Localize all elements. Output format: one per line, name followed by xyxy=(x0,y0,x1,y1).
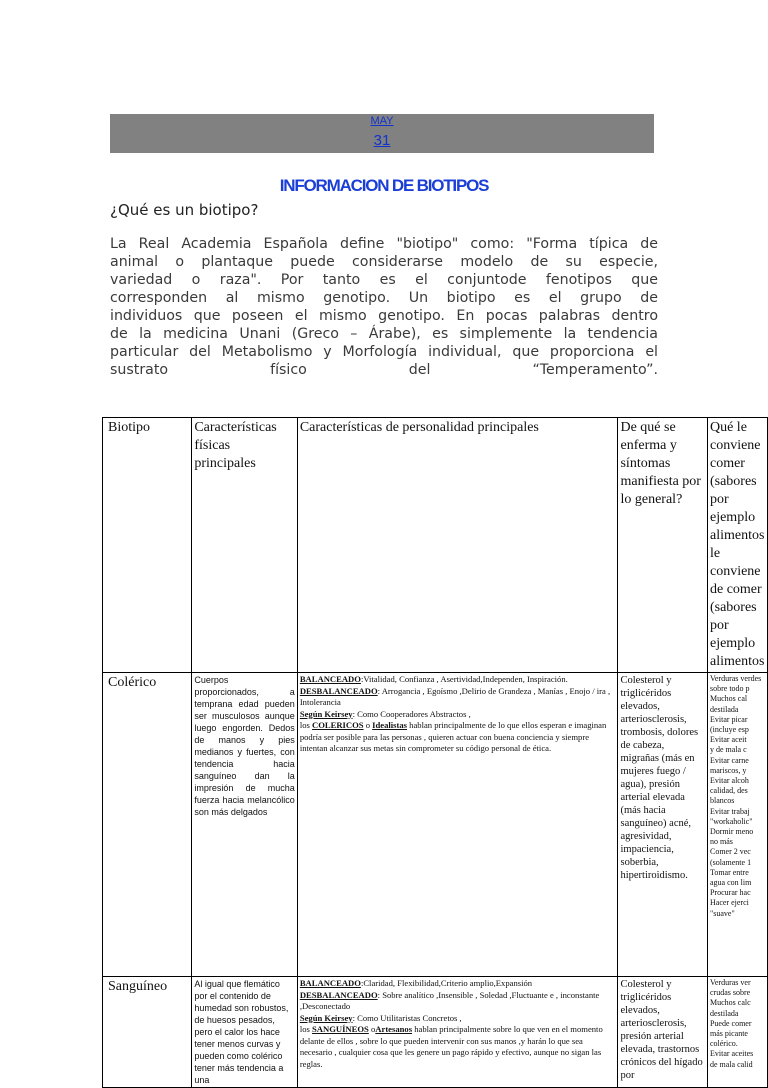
temperament-prefix: los xyxy=(299,720,312,730)
subheading: ¿Qué es un biotipo? xyxy=(110,201,259,219)
temperament-label: COLERICOS xyxy=(312,720,364,730)
temperament-text: hablan principalmente de lo que ellos esperan e imaginan podría ser posible para las personas , quieren actuar con buena conciencia y siempre intentan alcanzar sus metas sin comprometer su código personal de ética. xyxy=(299,720,607,753)
balanceado-label: BALANCEADO xyxy=(299,978,361,988)
cell-personalidad xyxy=(297,673,618,977)
header-biotipo: Biotipo xyxy=(103,418,192,673)
comer-line: y de mala c xyxy=(709,745,747,755)
comer-line: Evitar aceit xyxy=(709,735,747,745)
cell-comer xyxy=(707,673,767,977)
comer-line: agua con lim xyxy=(709,878,752,888)
cell-comer xyxy=(707,977,767,1088)
comer-line: (solamente 1 xyxy=(709,857,752,867)
comer-line: Hacer ejerci xyxy=(709,898,749,908)
balanceado-text: :Vitalidad, Confianza , Asertividad,Independen, Inspiración. xyxy=(360,674,568,684)
comer-line: blancos xyxy=(709,796,735,806)
intro-line: individuos que poseen el mismo genotipo. En pocas palabras dentro xyxy=(110,308,658,324)
comer-line: destilada xyxy=(709,704,739,714)
intro-line: La Real Academia Española define "biotipo" como: "Forma típica de xyxy=(110,236,658,252)
comer-line: calidad, des xyxy=(709,786,748,796)
comer-line: Muchos calc xyxy=(709,998,751,1008)
comer-line: no más xyxy=(709,837,733,847)
date-month-link[interactable]: MAY xyxy=(370,115,394,127)
comer-line: Evitar trabaj xyxy=(709,806,750,816)
intro-line: corresponden al mismo genotipo. Un biotipo es el grupo de xyxy=(110,290,658,306)
post-date-header xyxy=(110,114,654,153)
desbalanceado-text: : Sobre analítico ,Insensible , Soledad ,Fluctuante e , inconstante ,Desconectado xyxy=(299,989,600,1011)
comer-line: Verduras ver xyxy=(709,978,751,987)
cell-biotipo-name: Colérico xyxy=(103,673,192,977)
desbalanceado-label: DESBALANCEADO xyxy=(299,685,378,696)
table-header-row xyxy=(103,418,768,673)
comer-line: más picante xyxy=(709,1029,748,1039)
keirsey-label: Según Keirsey xyxy=(299,708,353,719)
comer-line: Verduras verdes xyxy=(709,674,762,683)
comer-line: colérico. xyxy=(709,1039,738,1049)
comer-line: crudas sobre xyxy=(709,988,751,998)
intro-line: de la medicina Unani (Greco – Árabe), es simplemente la tendencia xyxy=(110,326,658,342)
temperament-label-2: Idealistas xyxy=(372,720,408,730)
temperament-mid: o xyxy=(368,1024,376,1034)
comer-line: Muchos cal xyxy=(709,694,748,704)
comer-line: Comer 2 vec xyxy=(709,847,751,857)
intro-line: sustrato físico del “Temperamento”. xyxy=(110,362,658,378)
desbalanceado-text: : Arrogancia , Egoísmo ,Delirio de Grandeza , Manías , Enojo / ira , Intolerancia xyxy=(299,685,611,707)
balanceado-text: :Claridad, Flexibilidad,Criterio amplio,Expansión xyxy=(360,978,533,988)
balanceado-label: BALANCEADO xyxy=(299,674,361,684)
comer-line: Procurar hac xyxy=(709,888,751,898)
temperament-label: SANGUÍNEOS xyxy=(312,1024,369,1034)
table-row-colerico xyxy=(103,673,768,977)
header-personalidad: Características de personalidad principales xyxy=(297,418,618,673)
keirsey-label: Según Keirsey xyxy=(299,1012,353,1023)
comer-line: Evitar picar xyxy=(709,714,748,724)
biotipo-table xyxy=(102,417,768,1088)
keirsey-text: : Como Cooperadores Abstractos , xyxy=(352,708,471,719)
comer-line: Puede comer xyxy=(709,1018,752,1028)
keirsey-text: : Como Utilitaristas Concretos , xyxy=(352,1012,462,1023)
comer-line: Evitar aceites xyxy=(709,1049,754,1059)
cell-fisicas: Cuerpos proporcionados, a temprana edad pueden ser musculosos aunque luego engorden. Dedos de manos y pies medianos y fuertes, con tendencia hacia sanguíneo dan la impresión de mucha fuerza hacia melancólico son más delgados xyxy=(192,673,297,977)
cell-enferma: Colesterol y triglicéridos elevados, arteriosclerosis, trombosis, dolores de cabeza, migrañas (más en mujeres fuego / agua), presión arterial elevada (más hacia sanguíneo) acné, agresividad, impaciencia, soberbia, hipertiroidismo. xyxy=(618,673,708,977)
comer-line: "workaholic" xyxy=(709,816,753,826)
comer-line: "suave" xyxy=(709,908,735,918)
temperament-text: hablan principalmente sobre lo que ven en el momento delante de ellos , sobre lo que pueden intervenir con sus manos ,y harán lo que sea necesario , cualquier cosa que les genere un pago rápido y efectivo, aunque no sigan las reglas. xyxy=(299,1024,603,1069)
comer-line: Dormir meno xyxy=(709,827,754,837)
comer-line: mariscos, y xyxy=(709,765,747,775)
desbalanceado-label: DESBALANCEADO xyxy=(299,989,378,1000)
cell-enferma: Colesterol y triglicéridos elevados, arteriosclerosis, presión arterial elevada, trastornos crónicos del hígado por xyxy=(618,977,708,1088)
temperament-prefix: los xyxy=(299,1024,312,1034)
cell-fisicas: Al igual que flemático por el contenido de humedad son robustos, de huesos pesados, pero el calor los hace tener menos curvas y pueden como colérico tener más tendencia a una xyxy=(192,977,297,1088)
comer-line: Tomar entre xyxy=(709,867,749,877)
intro-line: particular del Metabolismo y Morfología individual, que proporciona el xyxy=(110,344,658,360)
header-enferma: De qué se enferma y síntomas manifiesta por lo general? xyxy=(618,418,708,673)
header-fisicas: Características físicas principales xyxy=(192,418,297,673)
comer-line: Evitar carne xyxy=(709,755,749,765)
comer-line: de mala calid xyxy=(709,1059,753,1069)
temperament-label-2: Artesanos xyxy=(375,1024,413,1034)
intro-paragraph xyxy=(110,235,658,379)
comer-line: destilada xyxy=(709,1008,739,1018)
cell-biotipo-name: Sanguíneo xyxy=(103,977,192,1088)
table-row-sanguineo xyxy=(103,977,768,1088)
cell-personalidad xyxy=(297,977,618,1088)
header-comer: Qué le conviene comer (sabores por ejemplo alimentos le conviene de comer (sabores por ejemplo alimentos xyxy=(707,418,767,673)
comer-line: (incluye esp xyxy=(709,725,749,735)
comer-line: Evitar alcoh xyxy=(709,776,749,786)
temperament-mid: o xyxy=(363,720,373,730)
intro-line: variedad o raza". Por tanto es el conjuntode fenotipos que xyxy=(110,272,658,288)
date-day-link[interactable]: 31 xyxy=(373,132,391,149)
comer-line: sobre todo p xyxy=(709,684,750,694)
page-title: INFORMACION DE BIOTIPOS xyxy=(279,176,489,195)
intro-line: animal o plantaque puede considerarse modelo de su especie, xyxy=(110,254,658,270)
